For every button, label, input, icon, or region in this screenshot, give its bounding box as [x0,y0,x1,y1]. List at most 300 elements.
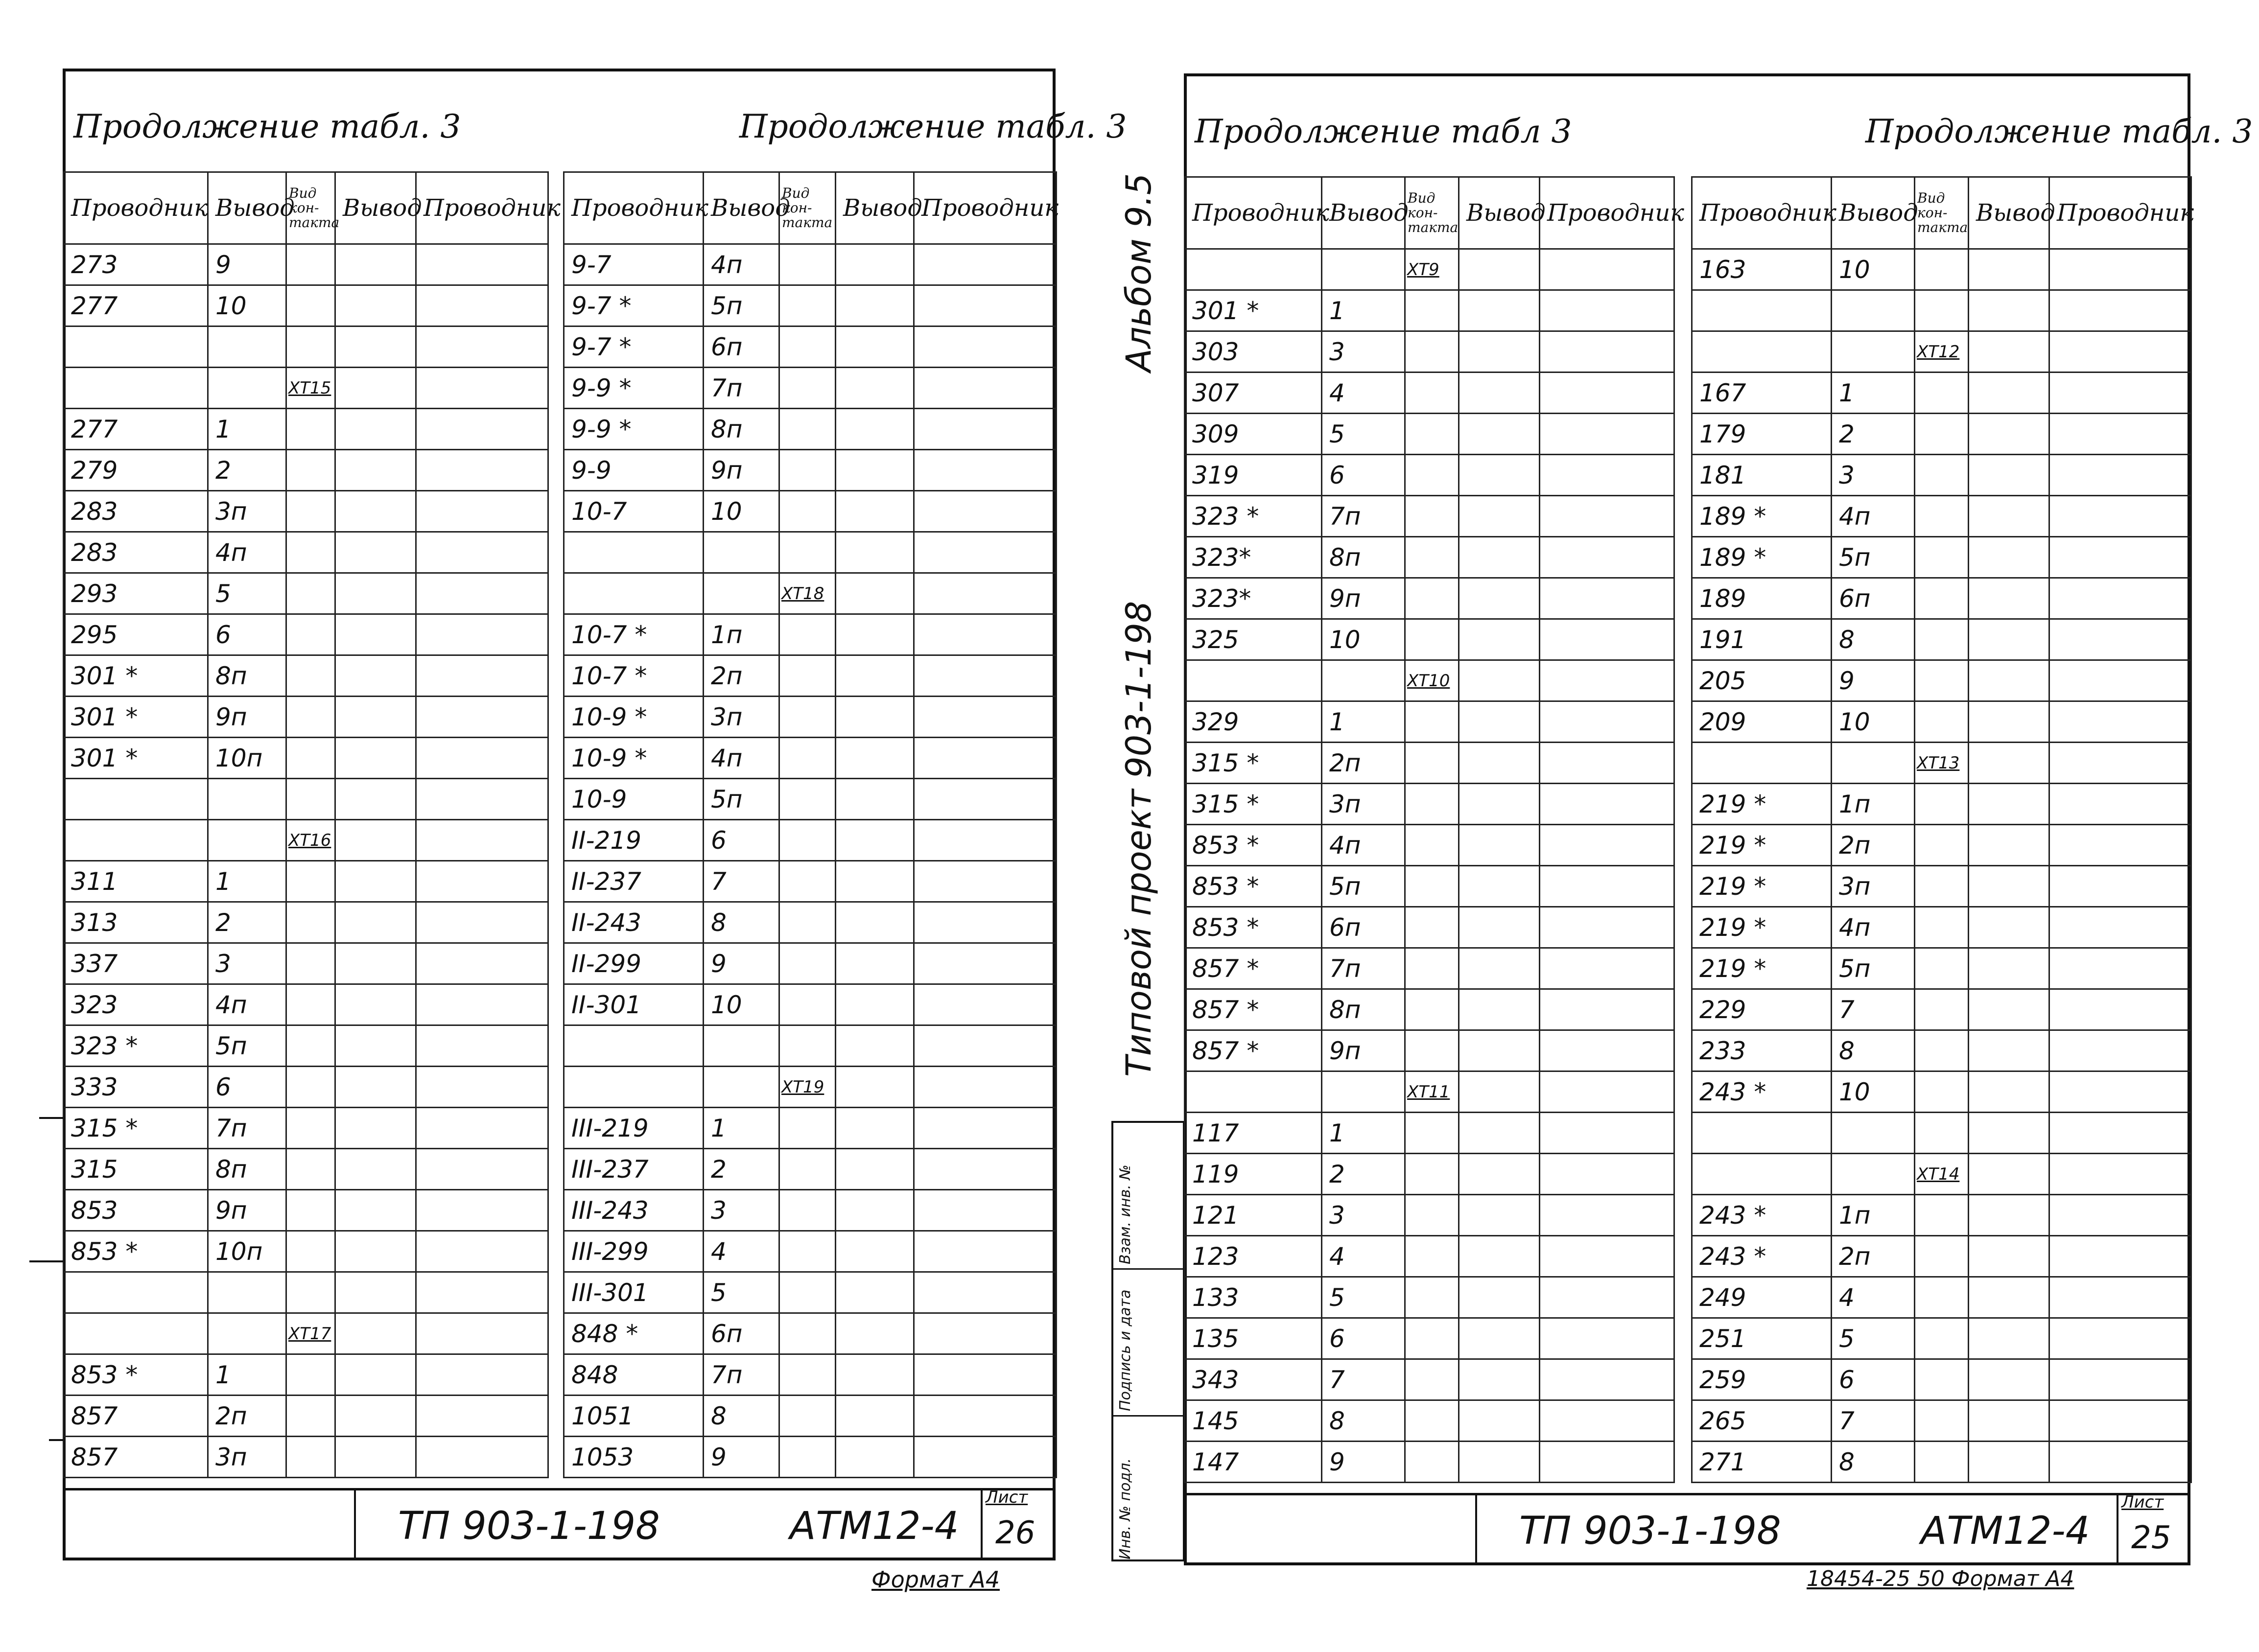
table-cell [1692,743,1832,784]
table-row [64,1313,548,1354]
table-row [1692,825,2191,866]
table-cell [1405,866,1459,907]
table-cell [286,1396,335,1437]
table-cell: 7п [704,1354,779,1396]
column-header: Проводник [64,172,208,244]
table-cell [286,1190,335,1231]
table-cell [704,532,779,573]
table-cell [416,573,548,614]
table-row [1692,866,2191,907]
table-row [564,244,1057,285]
table-cell [779,1437,836,1478]
table-cell: 219 * [1692,907,1832,948]
table-cell: 273 [64,244,208,285]
table-row [1692,537,2191,578]
table-cell [208,779,286,820]
table-cell [1540,660,1674,701]
table-cell: 5 [1322,414,1405,455]
table-cell [335,1396,416,1437]
table-cell: 6 [1322,455,1405,496]
table-cell: 189 * [1692,537,1832,578]
table-cell [416,738,548,779]
table-cell: 6 [1832,1359,1915,1400]
table-row [64,1272,548,1313]
table-cell: 3 [1322,331,1405,372]
table-cell [836,943,914,984]
table-cell [2049,743,2191,784]
table-cell [1832,743,1915,784]
table-cell [1915,1400,1969,1442]
table-cell [1459,537,1540,578]
table-cell: 243 * [1692,1195,1832,1236]
table-row [1185,907,1674,948]
table-row [64,532,548,573]
table-cell [836,1272,914,1313]
table-cell [836,697,914,738]
table-cell: 2п [1322,743,1405,784]
table-row [1692,414,2191,455]
table-cell: 6п [1832,578,1915,619]
table-row [1692,249,2191,290]
table-row [64,984,548,1025]
table-row [1692,1277,2191,1318]
table-cell [286,532,335,573]
table-row [1185,743,1674,784]
table-cell [286,943,335,984]
table-row [1185,1195,1674,1236]
table-row [1185,496,1674,537]
table-cell: 315 * [1185,784,1322,825]
table-cell [1969,948,2049,989]
table-cell: 283 [64,532,208,573]
table-cell: 857 * [1185,1030,1322,1071]
table-cell: 10п [208,738,286,779]
table-cell: 301 * [64,738,208,779]
table-cell [286,450,335,491]
table-cell [779,1025,836,1067]
table-cell: 315 [64,1149,208,1190]
table-row [1692,1113,2191,1154]
table-cell: II-243 [564,902,704,943]
table-cell: 233 [1692,1030,1832,1071]
table-cell: 6 [208,614,286,655]
table-row [64,368,548,409]
table-cell [779,1396,836,1437]
table-cell [836,738,914,779]
right-footer-note: 18454-25 50 Формат А4 [1807,1566,2074,1591]
column-header: Проводник [1692,177,1832,249]
table-cell [1969,290,2049,331]
table-cell [1969,249,2049,290]
table-cell: 121 [1185,1195,1322,1236]
table-cell [1185,660,1322,701]
table-cell [779,491,836,532]
table-cell [335,779,416,820]
table-cell [286,1025,335,1067]
table-cell: 301 * [1185,290,1322,331]
table-cell [564,532,704,573]
table-cell: 1 [1832,372,1915,414]
table-cell: 3п [208,1437,286,1478]
table-cell [1915,1442,1969,1483]
terminal-block-label: XT17 [286,1313,335,1354]
table-row [64,244,548,285]
table-cell [914,738,1057,779]
table-cell: 4 [704,1231,779,1272]
table-cell [1540,372,1674,414]
table-cell [1405,372,1459,414]
table-cell [1969,701,2049,743]
table-cell [286,1437,335,1478]
table-cell [1915,1359,1969,1400]
left-header-right: Продолжение табл. 3 [739,108,1127,145]
table-row [564,1272,1057,1313]
table-cell: 1 [1322,290,1405,331]
table-cell [1540,784,1674,825]
table-cell: 6п [704,1313,779,1354]
table-cell [1405,1154,1459,1195]
terminal-block-label: XT9 [1405,249,1459,290]
table-cell [1459,619,1540,660]
table-row [1692,660,2191,701]
table-cell [1915,1071,1969,1113]
table-cell [2049,249,2191,290]
table-cell [564,573,704,614]
table-cell: 301 * [64,655,208,697]
table-row [1692,1359,2191,1400]
table-row [1185,372,1674,414]
table-cell: 5 [208,573,286,614]
table-row [1692,455,2191,496]
table-row [1692,1400,2191,1442]
right-sheet-number: 25 [2131,1520,2171,1556]
table-cell [779,1108,836,1149]
table-cell: 251 [1692,1318,1832,1359]
table-cell [335,491,416,532]
table-cell [1459,1154,1540,1195]
table-cell [335,368,416,409]
table-cell [1405,578,1459,619]
table-cell: 209 [1692,701,1832,743]
table-cell: 1 [704,1108,779,1149]
table-cell: 857 [64,1396,208,1437]
table-cell: 9-7 [564,244,704,285]
table-cell [1915,619,1969,660]
table-row [564,326,1057,368]
table-cell [1540,1400,1674,1442]
table-cell: 8п [1322,989,1405,1030]
table-cell [779,326,836,368]
table-cell: 848 [564,1354,704,1396]
table-cell [2049,290,2191,331]
table-cell [779,861,836,902]
table-cell [1459,1113,1540,1154]
table-row [564,409,1057,450]
table-cell [2049,578,2191,619]
table-cell [2049,496,2191,537]
table-cell: 6 [1322,1318,1405,1359]
table-cell [1322,660,1405,701]
table-cell: 323* [1185,537,1322,578]
table-cell [416,1272,548,1313]
table-cell [1540,1195,1674,1236]
table-cell: III-301 [564,1272,704,1313]
table-cell [1405,537,1459,578]
table-cell: III-237 [564,1149,704,1190]
table-cell [64,820,208,861]
table-cell [1459,948,1540,989]
table-row [564,1313,1057,1354]
table-cell [704,573,779,614]
table-cell [1915,784,1969,825]
table-cell: III-219 [564,1108,704,1149]
table-cell: 5п [704,285,779,326]
table-row [1185,1359,1674,1400]
table-cell [286,573,335,614]
table-row [1185,701,1674,743]
table-cell [416,244,548,285]
table-cell [1915,825,1969,866]
table-cell: II-299 [564,943,704,984]
table-cell [1405,907,1459,948]
table-cell [1915,701,1969,743]
table-cell: 4п [704,738,779,779]
table-cell [1459,701,1540,743]
table-row [1185,249,1674,290]
table-cell [779,943,836,984]
right-doc-number: ТП 903-1-198 [1519,1509,1781,1553]
table-cell [2049,1400,2191,1442]
table-cell [1915,948,1969,989]
table-cell [1405,290,1459,331]
table-cell: 301 * [64,697,208,738]
right-header-right: Продолжение табл. 3 [1865,113,2253,150]
table-cell: 7п [704,368,779,409]
table-cell: 343 [1185,1359,1322,1400]
table-cell: 181 [1692,455,1832,496]
table-cell: 4п [704,244,779,285]
table-cell [1915,414,1969,455]
table-cell [836,1437,914,1478]
table-cell [335,1190,416,1231]
table-cell [286,244,335,285]
table-cell: 337 [64,943,208,984]
table-cell [416,1231,548,1272]
table-cell [1915,1113,1969,1154]
table-cell [779,285,836,326]
table-cell: 9-9 * [564,368,704,409]
table-cell [914,655,1057,697]
table-row [564,820,1057,861]
table-cell: 307 [1185,372,1322,414]
table-cell [914,491,1057,532]
table-cell: 205 [1692,660,1832,701]
table-cell [836,450,914,491]
table-cell [564,1067,704,1108]
table-cell: 7 [1832,989,1915,1030]
table-cell [1459,414,1540,455]
table-cell [1969,619,2049,660]
table-cell [286,409,335,450]
table-cell [914,532,1057,573]
table-cell [1969,1359,2049,1400]
table-cell [1185,1071,1322,1113]
table-cell: 277 [64,409,208,450]
table-cell [1915,1195,1969,1236]
table-row [1692,1195,2191,1236]
table-cell [779,1190,836,1231]
table-row [564,1396,1057,1437]
table-cell [914,1067,1057,1108]
table-cell: 10 [1832,701,1915,743]
table-row [564,943,1057,984]
table-cell: 1 [208,409,286,450]
margin-tick [29,1260,64,1262]
table-row [1185,1277,1674,1318]
table-cell [914,450,1057,491]
table-cell: 1 [1322,701,1405,743]
table-cell: 3 [208,943,286,984]
table-cell: 5п [704,779,779,820]
table-cell: 9п [1322,578,1405,619]
table-cell [335,820,416,861]
table-row [1185,825,1674,866]
table-cell [914,1396,1057,1437]
table-row [1692,1030,2191,1071]
table-cell: 10 [704,491,779,532]
table-cell: 2п [704,655,779,697]
table-row [64,1437,548,1478]
table-cell [836,532,914,573]
table-cell [416,902,548,943]
table-cell [1540,331,1674,372]
table-cell [2049,1113,2191,1154]
table-cell [1540,619,1674,660]
table-cell: 857 * [1185,948,1322,989]
table-cell: 7 [1322,1359,1405,1400]
left-format-note: Формат А4 [871,1566,1000,1593]
table-cell [2049,1359,2191,1400]
table-cell: 4п [1832,496,1915,537]
table-cell [416,984,548,1025]
table-cell [1969,743,2049,784]
table-cell: 167 [1692,372,1832,414]
table-cell [416,1313,548,1354]
table-cell: 315 * [1185,743,1322,784]
table-cell [1832,1113,1915,1154]
table-cell [286,1231,335,1272]
table-cell [1969,331,2049,372]
table-cell [2049,537,2191,578]
table-cell [779,368,836,409]
table-cell: 135 [1185,1318,1322,1359]
table-cell [836,1354,914,1396]
table-cell [416,326,548,368]
terminal-block-label: XT19 [779,1067,836,1108]
table-cell [335,738,416,779]
table-cell [1405,784,1459,825]
table-cell: 277 [64,285,208,326]
table-cell [1405,948,1459,989]
margin-tick [39,1117,64,1119]
table-cell [1405,1236,1459,1277]
table-row [1185,414,1674,455]
table-cell [335,1354,416,1396]
column-header: Вид кон-такта [779,172,836,244]
table-cell [335,655,416,697]
table-cell: 313 [64,902,208,943]
column-header: Вид кон-такта [286,172,335,244]
table-row [564,1190,1057,1231]
table-cell: 189 [1692,578,1832,619]
table-cell: 2 [1322,1154,1405,1195]
table-cell [1969,1277,2049,1318]
table-cell [416,285,548,326]
table-cell [335,244,416,285]
table-cell [1459,1071,1540,1113]
table-cell: 857 * [1185,989,1322,1030]
table-cell [1459,331,1540,372]
table-cell [335,450,416,491]
table-cell: 2п [1832,1236,1915,1277]
table-cell: 2п [208,1396,286,1437]
table-cell [779,697,836,738]
table-cell [1540,290,1674,331]
table-cell [1405,989,1459,1030]
table-cell [1405,1030,1459,1071]
table-cell [1459,578,1540,619]
table-cell [1405,1195,1459,1236]
terminal-block-label: XT14 [1915,1154,1969,1195]
table-row [1185,1154,1674,1195]
table-cell [1969,578,2049,619]
table-cell [1969,1236,2049,1277]
table-cell [779,1354,836,1396]
table-cell: 333 [64,1067,208,1108]
table-cell: 8 [1322,1400,1405,1442]
table-cell: 4п [208,984,286,1025]
table-cell: 117 [1185,1113,1322,1154]
right-sheet-label: Лист [2121,1492,2164,1512]
table-row [564,902,1057,943]
table-cell: 315 * [64,1108,208,1149]
table-cell [1185,249,1322,290]
left-header-left: Продолжение табл. 3 [73,108,461,145]
table-cell: 8 [704,1396,779,1437]
table-cell [914,285,1057,326]
table-cell [1459,1277,1540,1318]
table-cell: 5п [1322,866,1405,907]
table-cell [335,943,416,984]
table-cell [836,1149,914,1190]
table-cell [2049,1154,2191,1195]
table-cell: 4п [1322,825,1405,866]
table-cell: 133 [1185,1277,1322,1318]
table-cell [836,1190,914,1231]
table-cell: 323* [1185,578,1322,619]
table-cell [64,1272,208,1313]
table-cell [2049,1318,2191,1359]
terminal-block-label: XT12 [1915,331,1969,372]
table-cell: 9-7 * [564,285,704,326]
table-cell [1832,331,1915,372]
table-cell [1969,537,2049,578]
table-cell [779,1272,836,1313]
table-row [1185,331,1674,372]
table-cell [64,368,208,409]
table-cell [836,1025,914,1067]
table-cell [1405,414,1459,455]
